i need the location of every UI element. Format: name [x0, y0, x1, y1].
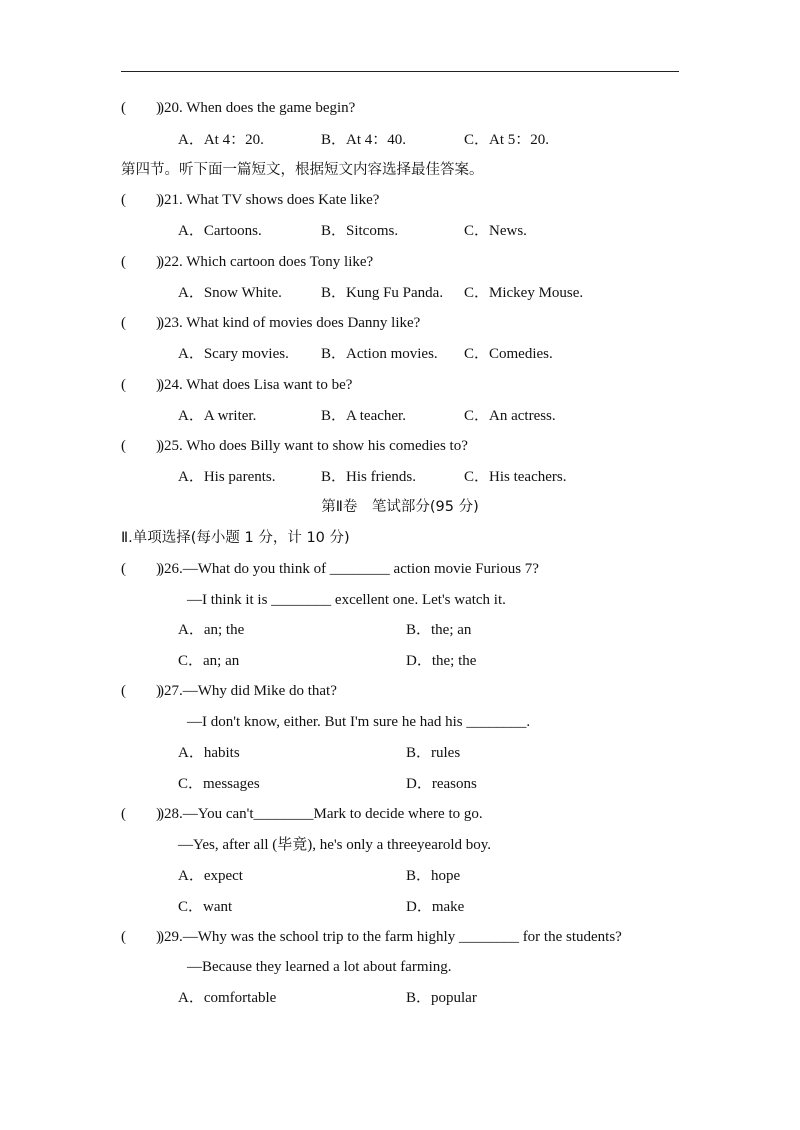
answer-paren-29[interactable]: ( )	[121, 929, 161, 945]
q28-option-a: A．expect	[178, 868, 243, 884]
q29-reply: —Because they learned a lot about farming.	[187, 959, 452, 975]
q26-option-c: C．an; an	[178, 653, 240, 669]
answer-paren-21[interactable]: ( )	[121, 192, 161, 208]
q21-option-b: B．Sitcoms.	[321, 223, 399, 239]
question-27: )27.—Why did Mike do that?	[159, 683, 337, 699]
q26-option-a: A．an; the	[178, 622, 245, 638]
top-divider	[121, 71, 679, 72]
q28-option-c: C．want	[178, 899, 233, 915]
part-2-title: 第Ⅱ卷 笔试部分(95 分)	[321, 499, 479, 515]
question-26: )26.—What do you think of ________ action movie Furious 7?	[159, 561, 539, 577]
question-25: )25. Who does Billy want to show his comedies to?	[159, 438, 468, 454]
q24-option-c: C．An actress.	[464, 408, 556, 424]
q21-option-a: A．Cartoons.	[178, 223, 262, 239]
question-23: )23. What kind of movies does Danny like?	[159, 315, 421, 331]
q23-option-c: C．Comedies.	[464, 346, 553, 362]
answer-paren-23[interactable]: ( )	[121, 315, 161, 331]
question-24: )24. What does Lisa want to be?	[159, 377, 353, 393]
section-ii-heading: Ⅱ.单项选择(每小题 1 分，计 10 分)	[121, 530, 350, 546]
answer-paren-28[interactable]: ( )	[121, 806, 161, 822]
q24-option-b: B．A teacher.	[321, 408, 406, 424]
q28-option-b: B．hope	[406, 868, 461, 884]
question-28: )28.—You can't________Mark to decide where to go.	[159, 806, 483, 822]
q22-option-c: C．Mickey Mouse.	[464, 285, 584, 301]
q22-option-b: B．Kung Fu Panda.	[321, 285, 444, 301]
q27-option-d: D．reasons	[406, 776, 477, 792]
answer-paren-20[interactable]: ( )	[121, 100, 161, 116]
q20-option-a: A．At 4：20.	[178, 132, 264, 148]
section-4-heading: 第四节。听下面一篇短文，根据短文内容选择最佳答案。	[121, 162, 484, 178]
question-29: )29.—Why was the school trip to the farm highly ________ for the students?	[159, 929, 622, 945]
q21-option-c: C．News.	[464, 223, 527, 239]
q26-option-d: D．the; the	[406, 653, 477, 669]
q28-option-d: D．make	[406, 899, 465, 915]
q25-option-a: A．His parents.	[178, 469, 276, 485]
q25-option-c: C．His teachers.	[464, 469, 567, 485]
answer-paren-26[interactable]: ( )	[121, 561, 161, 577]
q26-reply: —I think it is ________ excellent one. Let's watch it.	[187, 592, 506, 608]
q23-option-a: A．Scary movies.	[178, 346, 289, 362]
q27-reply: —I don't know, either. But I'm sure he had his ________.	[187, 714, 531, 730]
q27-option-a: A．habits	[178, 745, 240, 761]
q25-option-b: B．His friends.	[321, 469, 416, 485]
q29-option-b: B．popular	[406, 990, 477, 1006]
q29-option-a: A．comfortable	[178, 990, 277, 1006]
q27-option-b: B．rules	[406, 745, 461, 761]
q20-option-b: B．At 4：40.	[321, 132, 407, 148]
question-22: )22. Which cartoon does Tony like?	[159, 254, 374, 270]
q23-option-b: B．Action movies.	[321, 346, 438, 362]
question-20: )20. When does the game begin?	[159, 100, 356, 116]
q27-option-c: C．messages	[178, 776, 260, 792]
answer-paren-24[interactable]: ( )	[121, 377, 161, 393]
q26-option-b: B．the; an	[406, 622, 472, 638]
q20-option-c: C．At 5：20.	[464, 132, 550, 148]
q24-option-a: A．A writer.	[178, 408, 257, 424]
q28-reply: —Yes, after all (毕竟), he's only a threeyearold boy.	[178, 837, 492, 853]
answer-paren-25[interactable]: ( )	[121, 438, 161, 454]
question-21: )21. What TV shows does Kate like?	[159, 192, 380, 208]
answer-paren-22[interactable]: ( )	[121, 254, 161, 270]
q22-option-a: A．Snow White.	[178, 285, 282, 301]
answer-paren-27[interactable]: ( )	[121, 683, 161, 699]
